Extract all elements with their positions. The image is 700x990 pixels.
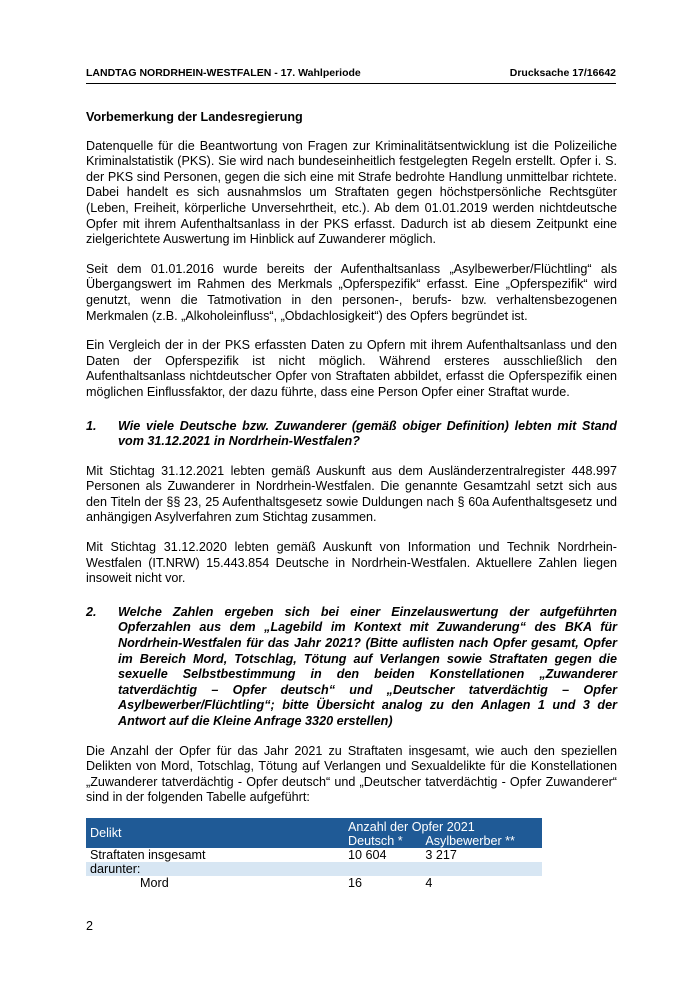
table-row (86, 876, 542, 890)
prelim-paragraph-2: Seit dem 01.01.2016 wurde bereits der Aufenthaltsanlass „Asylbewerber/Flüchtling“ als Übergangswert im Rahmen des Merkmals „Opferspezifik“ erfasst. Eine „Opferspezifik“ wird genutzt, wenn die Tatmotivation in den personen-, berufs- bzw. verhaltensbezogenen Merkmalen (z.B. „Alkoholeinfluss“, „Obdachlosigkeit“) des Opfers begründet ist. (86, 261, 617, 323)
row-asyl (421, 862, 542, 876)
prelim-heading: Vorbemerkung der Landesregierung (86, 110, 303, 124)
page-number: 2 (86, 919, 94, 933)
table-row (86, 848, 542, 862)
table-header-row (86, 818, 542, 834)
header-document-number: Drucksache 17/16642 (509, 67, 616, 79)
header-deutsch: Deutsch * (344, 834, 421, 848)
question-2-text: Welche Zahlen ergeben sich bei einer Einzelauswertung der aufgeführten Opferzahlen aus dem „Lagebild im Kontext mit Zuwanderung“ des BKA für Nordrhein-Westfalen für das Jahr 2021? (Bitte auflisten nach Opfer gesamt, Opfer im Bereich Mord, Totschlag, Tötung auf Verlangen sowie Straftaten gegen die sexuelle Selbstbestimmung in den beiden Konstellationen „Zuwanderer tatverdächtig – Opfer deutsch“ und „Deutscher tatverdächtig – Opfer Asylbewerber/Flüchtling“; bitte Übersicht analog zu den Anlagen 1 und 3 der Antwort auf die Kleine Anfrage 3320 erstellen) (118, 604, 617, 728)
header-rule (86, 83, 616, 84)
answer-2-paragraph: Die Anzahl der Opfer für das Jahr 2021 zu Straftaten insgesamt, wie auch den speziellen Delikten von Mord, Totschlag, Tötung auf Verlangen und Sexualdelikte für die Konstellationen „Zuwanderer tatverdächtig - Opfer deutsch“ und „Deutscher tatverdächtig - Opfer Zuwanderer“ sind in der folgenden Tabelle aufgeführt: (86, 743, 617, 805)
row-label: darunter: (86, 862, 344, 876)
question-1 (86, 419, 617, 450)
victims-table (86, 818, 542, 890)
row-asyl: 3 217 (425, 847, 457, 862)
question-2-number: 2. (86, 604, 97, 619)
prelim-paragraph-3: Ein Vergleich der in der PKS erfassten Daten zu Opfern mit ihrem Aufenthaltsanlass und den Daten der Opferspezifik ist nicht möglich. Während ersteres ausschließlich den Aufenthaltsanlass nichtdeutscher Opfer von Straftaten abbildet, erfasst die Opferspezifik einen möglichen Einflussfaktor, der dazu führte, dass eine Person Opfer einer Straftat wurde. (86, 338, 617, 399)
row-deutsch (344, 862, 421, 876)
header-delikt: Delikt (86, 818, 344, 848)
question-1-text: Wie viele Deutsche bzw. Zuwanderer (gemäß obiger Definition) lebten mit Stand vom 31.12.2021 in Nordrhein-Westfalen? (118, 418, 617, 449)
question-2 (86, 605, 617, 730)
row-label: Mord (140, 875, 169, 890)
answer-1-paragraph-1: Mit Stichtag 31.12.2021 lebten gemäß Auskunft aus dem Ausländerzentralregister 448.997 Personen als Zuwanderer in Nordrhein-Westfalen. Die genannte Gesamtzahl setzt sich aus den Titeln der §§ 23, 25 Aufenthaltsgesetz sowie Duldungen nach § 60a Aufenthaltsgesetz und anhängigen Asylverfahren zum Stichtag zusammen. (86, 463, 617, 525)
header-anzahl: Anzahl der Opfer 2021 (344, 818, 542, 834)
question-1-number: 1. (86, 418, 97, 433)
row-deutsch: 10 604 (348, 847, 387, 862)
table-row (86, 862, 542, 876)
row-label: Straftaten insgesamt (90, 847, 206, 862)
page-header (86, 67, 616, 79)
header-parliament: LANDTAG NORDRHEIN-WESTFALEN - 17. Wahlperiode (86, 67, 361, 79)
header-asylbewerber: Asylbewerber ** (421, 834, 542, 848)
prelim-paragraph-1: Datenquelle für die Beantwortung von Fragen zur Kriminalitätsentwicklung ist die Polizeiliche Kriminalstatistik (PKS). Sie wird nach bundeseinheitlich festgelegten Regeln erstellt. Opfer i. S. der PKS sind Personen, gegen die sich eine mit Strafe bedrohte Handlung unmittelbar richtete. Dabei handelt es sich ausnahmslos um Straftaten gegen höchstpersönliche Rechtsgüter (Leben, Freiheit, körperliche Unversehrtheit, etc.). Ab dem 01.01.2019 werden nichtdeutsche Opfer mit ihrem Aufenthaltsanlass in der PKS erfasst. Dadurch ist ab diesem Zeitpunkt eine zielgerichtete Auswertung im Hinblick auf Zuwanderer möglich. (86, 138, 617, 247)
row-deutsch: 16 (348, 875, 363, 890)
row-asyl: 4 (425, 875, 433, 890)
document-body (86, 110, 617, 890)
answer-1-paragraph-2: Mit Stichtag 31.12.2020 lebten gemäß Auskunft von Information und Technik Nordrhein-Westfalen (IT.NRW) 15.443.854 Deutsche in Nordrhein-Westfalen. Aktuellere Zahlen liegen insoweit nicht vor. (86, 540, 617, 586)
